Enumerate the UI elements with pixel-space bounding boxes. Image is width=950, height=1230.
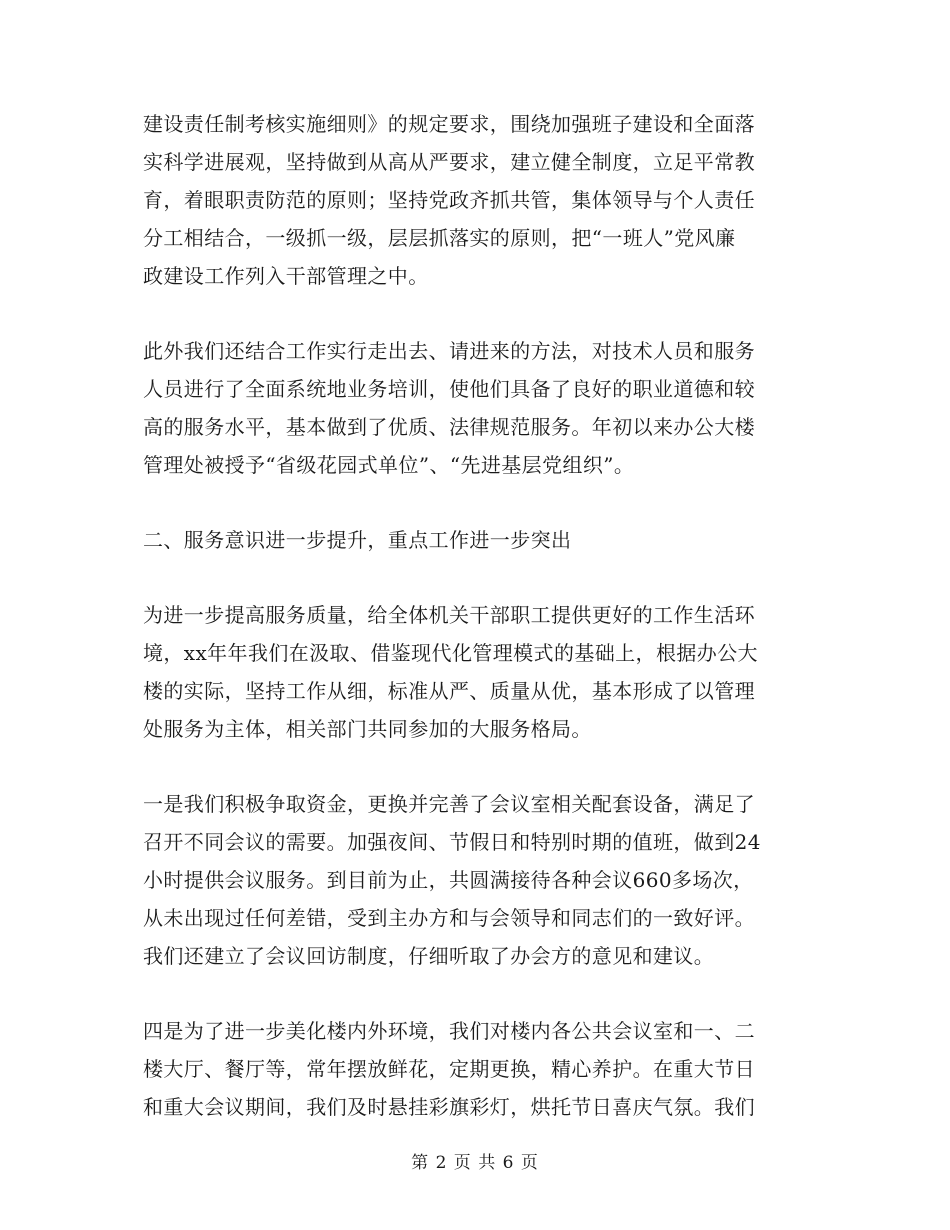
- text-line: 人员进行了全面系统地业务培训，使他们具备了良好的职业道德和较: [143, 377, 755, 401]
- text-line: 育，着眼职责防范的原则；坚持党政齐抓共管，集体领导与个人责任: [143, 188, 755, 212]
- text-line: 楼大厅、餐厅等，常年摆放鲜花，定期更换，精心养护。在重大节日: [143, 1057, 755, 1081]
- text-line: 和重大会议期间，我们及时悬挂彩旗彩灯，烘托节日喜庆气氛。我们: [143, 1095, 755, 1119]
- text-line: 境，xx年年我们在汲取、借鉴现代化管理模式的基础上，根据办公大: [143, 641, 758, 665]
- text-line: 处服务为主体，相关部门共同参加的大服务格局。: [143, 717, 592, 741]
- text-line: 政建设工作列入干部管理之中。: [143, 264, 429, 288]
- text-line: 实科学进展观，坚持做到从高从严要求，建立健全制度，立足平常教: [143, 150, 755, 174]
- paragraph-environment: [143, 1012, 803, 1126]
- text-line: 此外我们还结合工作实行走出去、请进来的方法，对技术人员和服务: [143, 339, 755, 363]
- page-number-footer: 第 2 页 共 6 页: [411, 1153, 539, 1173]
- section-heading: [143, 521, 803, 559]
- text-line: 楼的实际，坚持工作从细，标准从严、质量从优，基本形成了以管理: [143, 679, 755, 703]
- text-line: 建设责任制考核实施细则》的规定要求，围绕加强班子建设和全面落: [143, 112, 755, 136]
- text-line: 我们还建立了会议回访制度，仔细听取了办会方的意见和建议。: [143, 944, 715, 968]
- text-line: 一是我们积极争取资金，更换并完善了会议室相关配套设备，满足了: [143, 792, 755, 816]
- paragraph-responsibility: [143, 105, 803, 295]
- paragraph-training: [143, 332, 803, 484]
- text-line: 小时提供会议服务。到目前为止，共圆满接待各种会议660多场次，: [143, 868, 754, 892]
- text-line: 高的服务水平，基本做到了优质、法律规范服务。年初以来办公大楼: [143, 415, 755, 439]
- text-line: 管理处被授予“省级花园式单位”、“先进基层党组织”。: [143, 453, 635, 477]
- text-line: 召开不同会议的需要。加强夜间、节假日和特别时期的值班，做到24: [143, 830, 761, 854]
- heading-line: 二、服务意识进一步提升，重点工作进一步突出: [143, 528, 572, 552]
- text-line: 分工相结合，一级抓一级，层层抓落实的原则，把“一班人”党风廉: [143, 226, 736, 250]
- text-line: 从未出现过任何差错，受到主办方和与会领导和同志们的一致好评。: [143, 906, 755, 930]
- paragraph-service-quality: [143, 596, 803, 748]
- text-line: 四是为了进一步美化楼内外环境，我们对楼内各公共会议室和一、二: [143, 1019, 755, 1043]
- text-line: 为进一步提高服务质量，给全体机关干部职工提供更好的工作生活环: [143, 603, 755, 627]
- paragraph-meetings: [143, 785, 803, 975]
- document-body: [143, 105, 803, 1163]
